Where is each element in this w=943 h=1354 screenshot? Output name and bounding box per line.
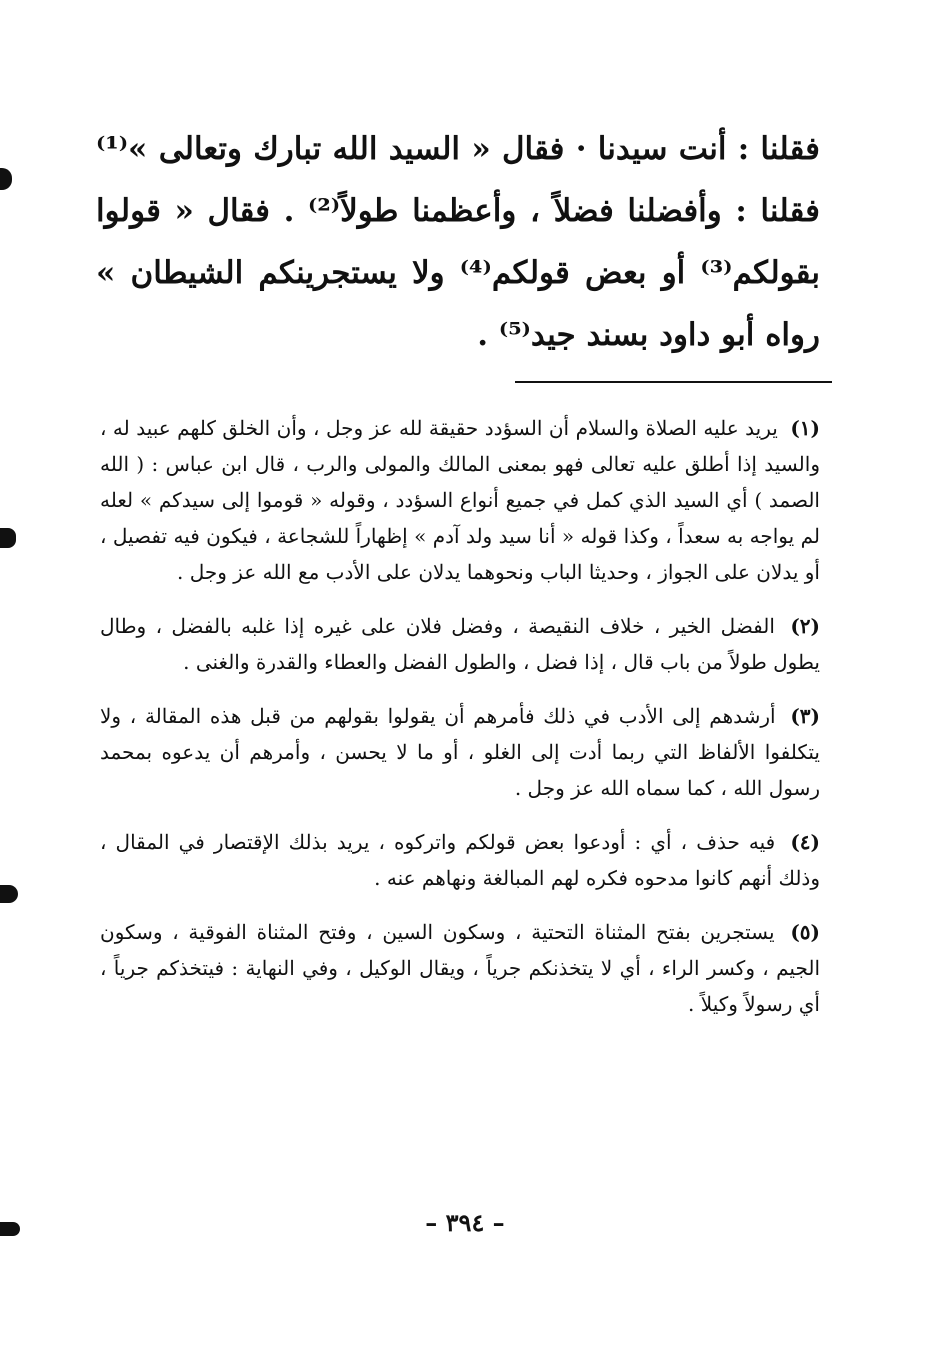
footnote-text: يستجرين بفتح المثناة التحتية ، وسكون السين ، وفتح المثناة الفوقية ، وسكون الجيم ، وكسر الراء ، أي لا يتخذنكم جرياً ، ويقال الوكيل ، وفي النهاية : فيتخذكم جرياً ، أي رسولاً وكيلاً . bbox=[100, 920, 820, 1016]
scan-edge-mark bbox=[0, 528, 16, 548]
footnote-text: فيه حذف ، أي : أودعوا بعض قولكم واتركوه ، يريد بذلك الإقتصار في المقال ، وذلك أنهم كانوا مدحوه فكره لهم المبالغة ونهاهم عنه . bbox=[100, 830, 820, 890]
footnote-text: أرشدهم إلى الأدب في ذلك فأمرهم أن يقولوا بقولهم من قبل هذه المقالة ، ولا يتكلفوا الألفاظ التي ربما أدت إلى الغلو ، أو ما لا يحسن ، وأمرهم أن يدعوه بمحمد رسول الله ، كما سماه الله عز وجل . bbox=[100, 704, 820, 800]
footnote-text: الفضل الخير ، خلاف النقيصة ، وفضل فلان على غيره إذا غلبه بالفضل ، وطال يطول طولاً من باب قال ، إذا فضل ، والطول الفضل والعطاء والقدرة والغنى . bbox=[100, 614, 820, 674]
scan-edge-mark bbox=[0, 1222, 20, 1236]
footnote-number: (٢) bbox=[790, 614, 821, 638]
main-paragraph: فقلنا : أنت سيدنا · فقال « السيد الله تبارك وتعالى »⁽¹⁾ فقلنا : وأفضلنا فضلاً ، وأعظمنا طولاً⁽²⁾ . فقال « قولوا بقولكم⁽³⁾ أو بعض قولكم⁽⁴⁾ ولا يستجرينكم الشيطان » رواه أبو داود بسند جيد⁽⁵⁾ . bbox=[96, 131, 820, 353]
footnote-number: (٤) bbox=[790, 830, 820, 854]
footnote-number: (٣) bbox=[790, 704, 820, 728]
footnote-divider bbox=[515, 381, 832, 383]
main-text-block bbox=[96, 118, 820, 366]
footnotes-section bbox=[100, 410, 820, 1040]
footnote-5 bbox=[100, 914, 820, 1022]
scan-edge-mark bbox=[0, 885, 18, 903]
page-number: – ٣٩٤ – bbox=[425, 1208, 505, 1237]
footnote-number: (٥) bbox=[790, 920, 820, 944]
footnote-4 bbox=[100, 824, 820, 896]
footnote-2 bbox=[100, 608, 820, 680]
footnote-3 bbox=[100, 698, 820, 806]
scan-edge-mark bbox=[0, 168, 12, 190]
footnote-1 bbox=[100, 410, 820, 590]
footnote-text: يريد عليه الصلاة والسلام أن السؤدد حقيقة لله عز وجل ، وأن الخلق كلهم عبيد له ، والسيد إذا أطلق عليه تعالى فهو بمعنى المالك والمولى والرب ، قال ابن عباس : ( الله الصمد ) أي السيد الذي كمل في جميع أنواع السؤدد ، وقوله « قوموا إلى سيدكم » لعله لم يواجه به سعداً ، وكذا قوله « أنا سيد ولد آدم » إظهاراً للشجاعة ، فيكون فيه تفصيل ، أو يدلان على الجواز ، وحديثا الباب ونحوهما يدلان على الأدب مع الله عز وجل . bbox=[100, 416, 820, 584]
footnote-number: (١) bbox=[790, 416, 821, 440]
